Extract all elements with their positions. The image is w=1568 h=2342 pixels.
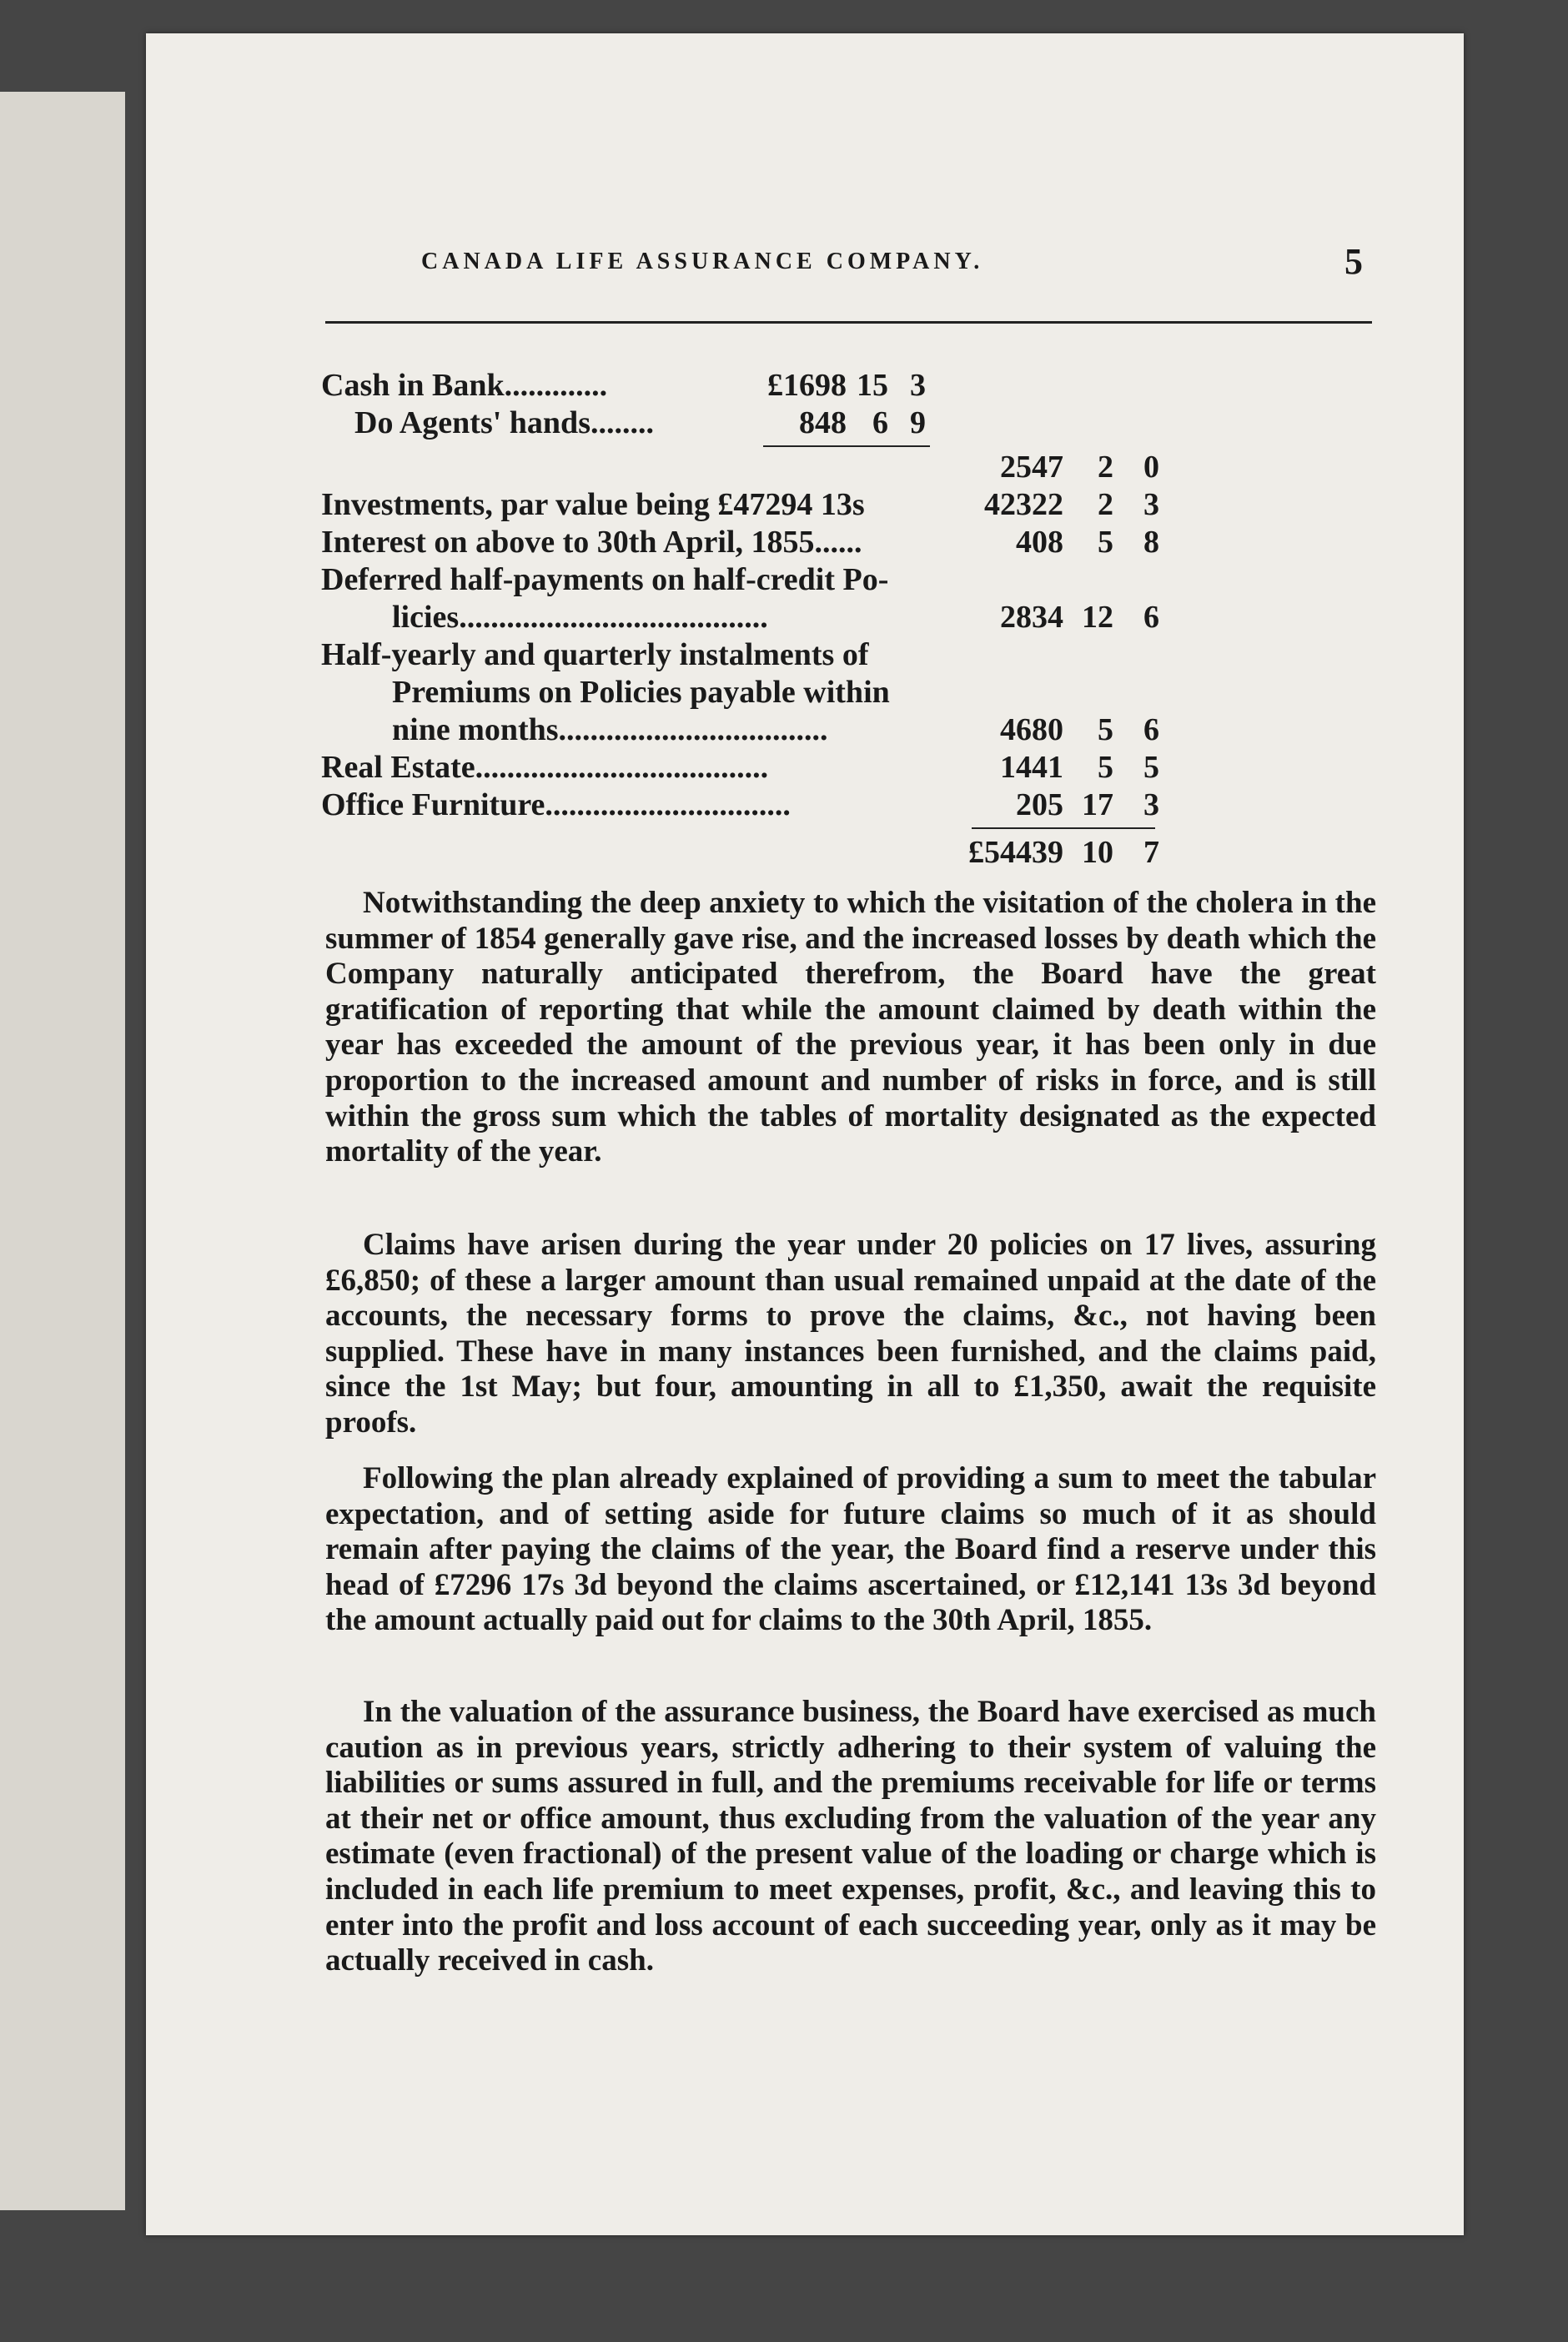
- pence: 6: [1143, 600, 1159, 635]
- sub-pence: 3: [910, 368, 926, 403]
- pounds: 42322: [984, 487, 1063, 522]
- sub-pounds: £1698: [767, 368, 847, 403]
- account-label: Premiums on Policies payable within: [392, 675, 890, 710]
- account-label: Cash in Bank.............: [321, 368, 608, 403]
- account-label: Real Estate.....................................: [321, 750, 769, 785]
- pounds: 205: [1016, 787, 1063, 822]
- shillings: 5: [1098, 525, 1113, 560]
- paragraph-reserve: Following the plan already explained of providing a sum to meet the tabular expectation, and of setting aside for future claims so much of it as should remain after paying the claims of the year, the Board find a reserve under this head of £7296 17s 3d beyond the claims ascertained, or £12,141 13s 3d beyond the amount actually paid out for claims to the 30th April, 1855.: [325, 1461, 1376, 1638]
- pounds: 4680: [1000, 712, 1063, 747]
- total-pence: 7: [1143, 835, 1159, 870]
- sub-pence: 9: [910, 405, 926, 440]
- pence: 6: [1143, 712, 1159, 747]
- pounds: 2834: [1000, 600, 1063, 635]
- sub-shillings: 15: [857, 368, 888, 403]
- account-label: Deferred half-payments on half-credit Po-: [321, 562, 889, 597]
- shillings: 2: [1098, 487, 1113, 522]
- account-label: Office Furniture...............................: [321, 787, 791, 822]
- pence: 0: [1143, 450, 1159, 485]
- total-pounds: £54439: [968, 835, 1063, 870]
- shillings: 2: [1098, 450, 1113, 485]
- subtotal-rule: [763, 445, 930, 447]
- account-label: nine months..................................: [392, 712, 828, 747]
- running-head: CANADA LIFE ASSURANCE COMPANY.: [421, 249, 984, 274]
- shillings: 5: [1098, 750, 1113, 785]
- total-shillings: 10: [1082, 835, 1113, 870]
- pence: 5: [1143, 750, 1159, 785]
- account-label: licies.......................................: [392, 600, 768, 635]
- facing-page-edge: [0, 92, 125, 2210]
- pence: 8: [1143, 525, 1159, 560]
- pounds: 1441: [1000, 750, 1063, 785]
- account-label: Do Agents' hands........: [354, 405, 654, 440]
- pence: 3: [1143, 787, 1159, 822]
- paragraph-claims: Claims have arisen during the year under 20 policies on 17 lives, assuring £6,850; of these a larger amount than usual remained unpaid at the date of the accounts, the necessary forms to prove the claims, &c., not having been supplied. These have in many instances been furnished, and the claims paid, since the 1st May; but four, amounting in all to £1,350, await the requisite proofs.: [325, 1228, 1376, 1440]
- total-rule: [972, 827, 1155, 829]
- sub-pounds: 848: [799, 405, 847, 440]
- account-label: Interest on above to 30th April, 1855......: [321, 525, 862, 560]
- header-rule: [325, 321, 1372, 324]
- shillings: 12: [1082, 600, 1113, 635]
- paragraph-cholera: Notwithstanding the deep anxiety to which the visitation of the cholera in the summer of 1854 generally gave rise, and the increased losses by death which the Company naturally anticipated therefrom, the Board have the great gratification of reporting that while the amount claimed by death within the year has exceeded the amount of the previous year, it has been only in due proportion to the increased amount and number of risks in force, and is still within the gross sum which the tables of mortality designated as the expected mortality of the year.: [325, 886, 1376, 1169]
- pounds: 2547: [1000, 450, 1063, 485]
- pence: 3: [1143, 487, 1159, 522]
- page-number: 5: [1344, 241, 1363, 282]
- sub-shillings: 6: [872, 405, 888, 440]
- paragraph-valuation: In the valuation of the assurance business, the Board have exercised as much caution as in previous years, strictly adhering to their system of valuing the liabilities or sums assured in full, and the premiums receivable for life or terms at their net or office amount, thus excluding from the valuation of the year any estimate (even fractional) of the present value of the loading or charge which is included in each life premium to meet expenses, profit, &c., and leaving this to enter into the profit and loss account of each succeeding year, only as it may be actually received in cash.: [325, 1695, 1376, 1978]
- account-label: Half-yearly and quarterly instalments of: [321, 637, 869, 672]
- shillings: 17: [1082, 787, 1113, 822]
- shillings: 5: [1098, 712, 1113, 747]
- pounds: 408: [1016, 525, 1063, 560]
- account-label: Investments, par value being £47294 13s: [321, 487, 865, 522]
